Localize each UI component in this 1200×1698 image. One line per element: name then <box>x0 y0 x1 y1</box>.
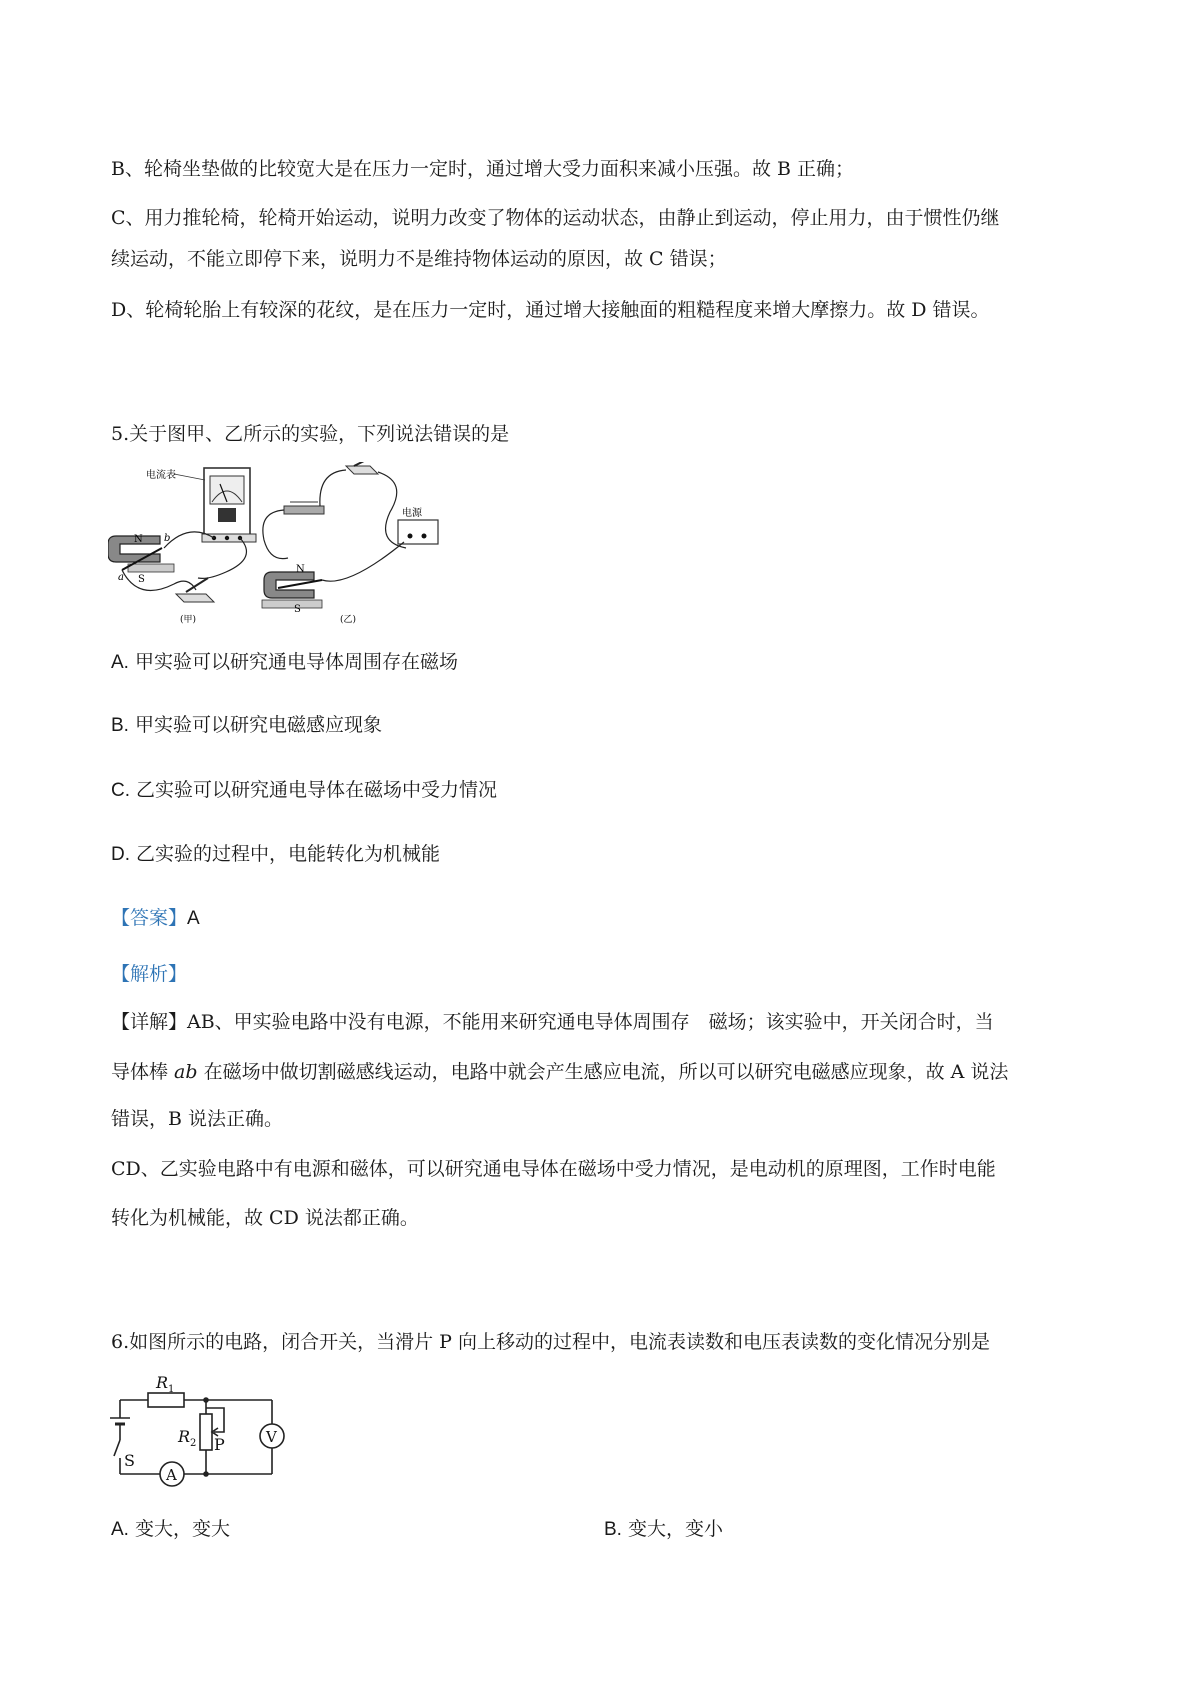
q5-experiment-figure <box>108 462 488 630</box>
power-supply <box>398 520 438 544</box>
rod-b-label: b <box>164 533 171 544</box>
svg-text:1: 1 <box>168 1384 175 1395</box>
question-5-stem: 5.关于图甲、乙所示的实验，下列说法错误的是 <box>111 423 510 445</box>
q5-option-a: A. 甲实验可以研究通电导体周围存在磁场 <box>111 651 459 673</box>
svg-text:2: 2 <box>190 1438 197 1449</box>
q6-option-a: A. 变大，变大 <box>111 1518 231 1540</box>
explanation-line-c2: 续运动，不能立即停下来，说明力不是维持物体运动的原因，故 C 错误； <box>111 248 727 270</box>
resistor-r1 <box>148 1393 184 1407</box>
r1-label: R <box>156 1373 169 1392</box>
switch-s <box>114 1440 120 1456</box>
pole-s2-label: S <box>294 604 301 615</box>
svg-text:V: V <box>266 1428 277 1446</box>
svg-text:A: A <box>166 1466 177 1484</box>
q5-detail-line-2: 导体棒 ab 在磁场中做切割磁感线运动，电路中就会产生感应电流，所以可以研究电磁感应现象，故 A 说法 <box>111 1061 1009 1083</box>
q6-circuit-diagram <box>108 1370 298 1490</box>
switch-base-right <box>346 466 378 474</box>
caption-jia: (甲) <box>180 615 197 625</box>
q5-detail-line-1: 【详解】AB、甲实验电路中没有电源，不能用来研究通电导体周围存 磁场；该实验中，开关闭合时，当 <box>111 1011 994 1033</box>
question-6-stem: 6.如图所示的电路，闭合开关，当滑片 P 向上移动的过程中，电流表读数和电压表读数的变化情况分别是 <box>111 1331 990 1353</box>
answer-value: A <box>187 908 200 929</box>
switch-base-left <box>176 594 214 602</box>
pole-n-label: N <box>134 534 143 545</box>
answer-tag: 【答案】 <box>111 907 188 929</box>
r2-label: R <box>178 1427 191 1446</box>
rheostat <box>284 506 324 514</box>
ammeter-dial-block <box>218 508 236 522</box>
power-label: 电源 <box>402 508 422 519</box>
q5-option-d: D. 乙实验的过程中，电能转化为机械能 <box>111 843 441 865</box>
q6-option-b: B. 变大，变小 <box>604 1518 724 1540</box>
q5-analysis-tag: 【解析】 <box>111 963 188 985</box>
slider-p-label: P <box>214 1435 225 1454</box>
ammeter-label: 电流表 <box>146 470 176 481</box>
q5-option-b: B. 甲实验可以研究电磁感应现象 <box>111 714 383 736</box>
q5-detail-line-3: 错误，B 说法正确。 <box>111 1108 284 1130</box>
pole-n2-label: N <box>296 564 305 575</box>
explanation-line-b: B、轮椅坐垫做的比较宽大是在压力一定时，通过增大受力面积来减小压强。故 B 正确； <box>111 158 855 180</box>
pole-s-label: S <box>138 574 145 585</box>
rod-a-label: a <box>118 572 124 583</box>
q5-answer <box>111 906 200 931</box>
q5-detail-line-5: 转化为机械能，故 CD 说法都正确。 <box>111 1207 419 1229</box>
caption-yi: (乙) <box>340 615 357 625</box>
rheostat-r2 <box>200 1414 212 1450</box>
explanation-line-c1: C、用力推轮椅，轮椅开始运动，说明力改变了物体的运动状态，由静止到运动，停止用力，由于惯性仍继 <box>111 207 1000 229</box>
q5-option-c: C. 乙实验可以研究通电导体在磁场中受力情况 <box>111 779 498 801</box>
switch-label: S <box>124 1451 135 1470</box>
explanation-line-d: D、轮椅轮胎上有较深的花纹，是在压力一定时，通过增大接触面的粗糙程度来增大摩擦力。故 D 错误。 <box>111 299 990 321</box>
q5-detail-line-4: CD、乙实验电路中有电源和磁体，可以研究通电导体在磁场中受力情况，是电动机的原理图，工作时电能 <box>111 1158 996 1180</box>
